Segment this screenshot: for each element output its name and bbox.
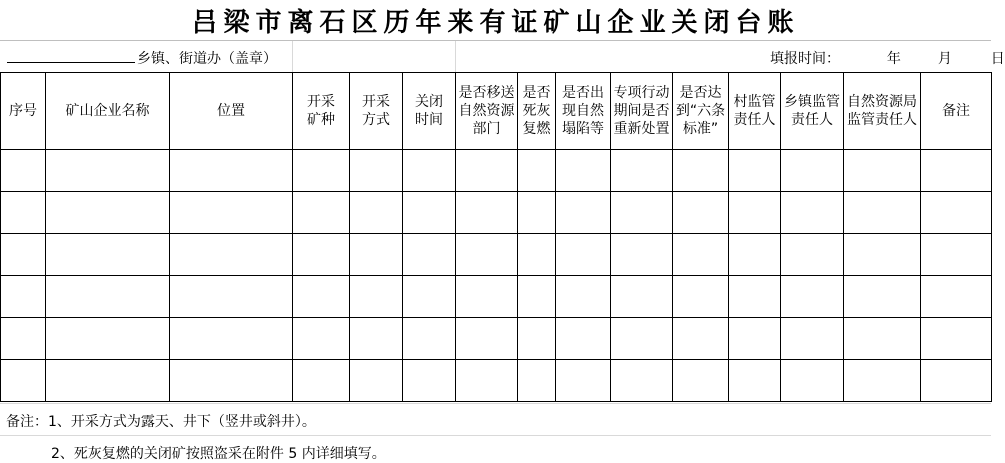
table-cell[interactable] (781, 192, 844, 234)
table-cell[interactable] (844, 276, 921, 318)
header-transferred: 是否移送 自然资源 部门 (456, 73, 518, 150)
table-cell[interactable] (456, 192, 518, 234)
table-cell[interactable] (729, 234, 781, 276)
table-cell[interactable] (170, 234, 293, 276)
table-cell[interactable] (844, 150, 921, 192)
table-cell[interactable] (921, 234, 992, 276)
table-cell[interactable] (673, 234, 729, 276)
table-cell[interactable] (170, 192, 293, 234)
table-cell[interactable] (729, 360, 781, 402)
table-cell[interactable] (350, 318, 403, 360)
table-cell[interactable] (170, 318, 293, 360)
table-cell[interactable] (556, 276, 611, 318)
table-cell[interactable] (611, 234, 673, 276)
table-cell[interactable] (46, 150, 170, 192)
table-row (1, 318, 992, 360)
table-cell[interactable] (921, 276, 992, 318)
table-row (1, 150, 992, 192)
header-company-name: 矿山企业名称 (46, 73, 170, 150)
table-cell[interactable] (611, 318, 673, 360)
month-label: 月 (937, 51, 952, 67)
table-cell[interactable] (350, 192, 403, 234)
table-cell[interactable] (170, 360, 293, 402)
table-cell[interactable] (556, 360, 611, 402)
table-cell[interactable] (611, 192, 673, 234)
table-cell[interactable] (781, 276, 844, 318)
table-row (1, 234, 992, 276)
table-cell[interactable] (781, 360, 844, 402)
divider (0, 403, 991, 404)
table-cell[interactable] (293, 276, 350, 318)
table-cell[interactable] (456, 360, 518, 402)
table-cell[interactable] (921, 360, 992, 402)
table-cell[interactable] (673, 318, 729, 360)
table-cell[interactable] (403, 276, 456, 318)
table-cell[interactable] (518, 276, 556, 318)
table-cell[interactable] (556, 318, 611, 360)
header-six-standards: 是否达 到“六条 标准” (673, 73, 729, 150)
table-cell[interactable] (556, 234, 611, 276)
table-cell[interactable] (673, 192, 729, 234)
header-location: 位置 (170, 73, 293, 150)
subheader-row (0, 40, 1005, 73)
table-cell[interactable] (46, 276, 170, 318)
table-cell[interactable] (1, 192, 46, 234)
table-cell[interactable] (556, 150, 611, 192)
table-cell[interactable] (844, 360, 921, 402)
table-cell[interactable] (293, 360, 350, 402)
table-cell[interactable] (921, 150, 992, 192)
year-label: 年 (886, 51, 901, 67)
table-cell[interactable] (456, 234, 518, 276)
table-cell[interactable] (170, 150, 293, 192)
table-cell[interactable] (518, 318, 556, 360)
table-row (1, 192, 992, 234)
header-subsidence: 是否出 现自然 塌陷等 (556, 73, 611, 150)
table-cell[interactable] (170, 276, 293, 318)
table-cell[interactable] (781, 318, 844, 360)
table-cell[interactable] (1, 360, 46, 402)
table-cell[interactable] (403, 192, 456, 234)
header-village-supervisor: 村监管 责任人 (729, 73, 781, 150)
table-cell[interactable] (729, 276, 781, 318)
table-cell[interactable] (781, 150, 844, 192)
table-cell[interactable] (518, 150, 556, 192)
table-cell[interactable] (518, 360, 556, 402)
table-cell[interactable] (518, 192, 556, 234)
table-cell[interactable] (293, 318, 350, 360)
header-resource-bureau-supervisor: 自然资源局 监管责任人 (844, 73, 921, 150)
township-label: 乡镇、街道办（盖章） (137, 51, 277, 67)
divider (0, 435, 991, 436)
table-cell[interactable] (1, 150, 46, 192)
table-cell[interactable] (921, 318, 992, 360)
header-township-supervisor: 乡镇监管 责任人 (781, 73, 844, 150)
table-cell[interactable] (673, 150, 729, 192)
table-cell[interactable] (403, 234, 456, 276)
table-header-row (1, 73, 992, 150)
table-cell[interactable] (729, 192, 781, 234)
table-cell[interactable] (456, 276, 518, 318)
township-field[interactable] (7, 48, 277, 68)
table-cell[interactable] (350, 150, 403, 192)
table-cell[interactable] (611, 276, 673, 318)
fill-time-field (770, 48, 1005, 68)
ledger-table (0, 72, 992, 402)
table-cell[interactable] (921, 192, 992, 234)
table-cell[interactable] (781, 234, 844, 276)
table-cell[interactable] (293, 150, 350, 192)
table-cell[interactable] (729, 150, 781, 192)
table-cell[interactable] (611, 150, 673, 192)
table-cell[interactable] (1, 276, 46, 318)
table-cell[interactable] (46, 360, 170, 402)
table-cell[interactable] (844, 234, 921, 276)
table-cell[interactable] (456, 318, 518, 360)
table-cell[interactable] (673, 360, 729, 402)
table-cell[interactable] (403, 360, 456, 402)
header-mining-method: 开采 方式 (350, 73, 403, 150)
table-cell[interactable] (556, 192, 611, 234)
header-mineral-type: 开采 矿种 (293, 73, 350, 150)
table-cell[interactable] (518, 234, 556, 276)
table-cell[interactable] (46, 234, 170, 276)
table-cell[interactable] (293, 234, 350, 276)
cell-divider (292, 41, 293, 73)
table-cell[interactable] (350, 276, 403, 318)
header-reprocessed: 专项行动 期间是否 重新处置 (611, 73, 673, 150)
table-cell[interactable] (844, 192, 921, 234)
note-2: 2、死灰复燃的关闭矿按照盗采在附件 5 内详细填写。 (51, 446, 386, 462)
header-closure-time: 关闭 时间 (403, 73, 456, 150)
fill-time-label: 填报时间： (770, 51, 840, 67)
table-cell[interactable] (844, 318, 921, 360)
table-cell[interactable] (350, 234, 403, 276)
table-cell[interactable] (611, 360, 673, 402)
table-cell[interactable] (46, 318, 170, 360)
table-cell[interactable] (673, 276, 729, 318)
note-1: 备注：1、开采方式为露天、井下（竖井或斜井）。 (6, 414, 316, 430)
page-title: 吕梁市离石区历年来有证矿山企业关闭台账 (191, 7, 800, 38)
table-cell[interactable] (46, 192, 170, 234)
header-resurgence: 是否 死灰 复燃 (518, 73, 556, 150)
cell-divider (455, 41, 456, 73)
table-cell[interactable] (1, 318, 46, 360)
table-row (1, 276, 992, 318)
table-cell[interactable] (350, 360, 403, 402)
day-label: 日 (990, 51, 1005, 67)
township-blank-line[interactable] (7, 48, 135, 63)
table-cell[interactable] (456, 150, 518, 192)
table-cell[interactable] (1, 234, 46, 276)
table-cell[interactable] (403, 150, 456, 192)
table-row (1, 360, 992, 402)
table-cell[interactable] (403, 318, 456, 360)
header-index: 序号 (1, 73, 46, 150)
table-cell[interactable] (293, 192, 350, 234)
header-remarks: 备注 (921, 73, 992, 150)
table-cell[interactable] (729, 318, 781, 360)
